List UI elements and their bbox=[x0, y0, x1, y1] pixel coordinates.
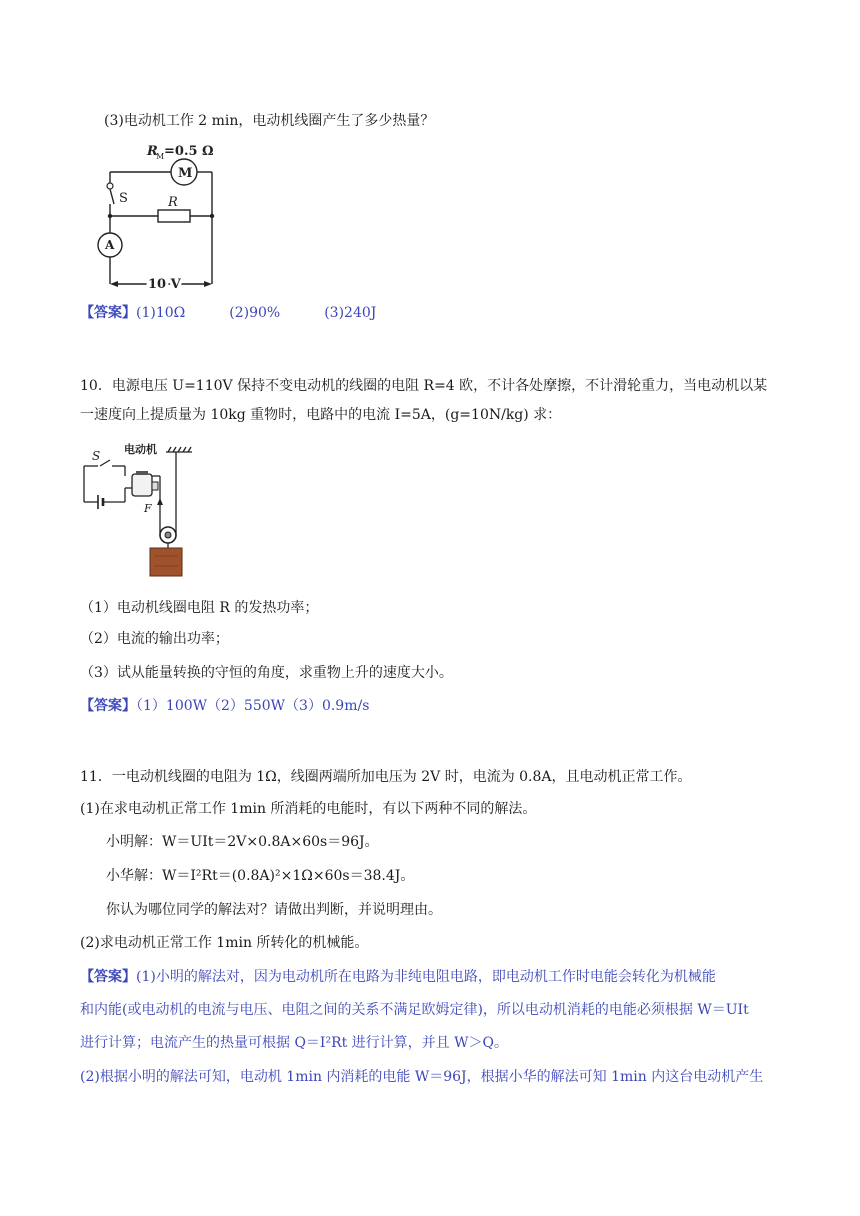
q9-answer-2: (2)90% bbox=[229, 305, 281, 321]
q11-part2: (2)求电动机正常工作 1min 所转化的机械能。 bbox=[80, 935, 369, 951]
motor-label: M bbox=[178, 166, 193, 181]
rm-value: =0.5 Ω bbox=[164, 144, 214, 159]
ammeter-label: A bbox=[105, 238, 115, 252]
q10-sub3: （3）试从能量转换的守恒的角度，求重物上升的速度大小。 bbox=[80, 665, 453, 681]
q9-answer-row bbox=[80, 303, 376, 323]
q11-answer-row1 bbox=[80, 967, 716, 987]
resistor-symbol bbox=[158, 210, 190, 222]
q11-answer-1: (1)小明的解法对，因为电动机所在电路为非纯电阻电路，即电动机工作时电能会转化为机械能 bbox=[136, 969, 716, 985]
answer-tag: 【答案】 bbox=[80, 698, 136, 714]
q10-line1: 10．电源电压 U=110V 保持不变电动机的线圈的电阻 R=4 欧，不计各处摩擦，不计滑轮重力，当电动机以某 bbox=[80, 378, 768, 394]
switch-contact bbox=[107, 183, 113, 189]
q10-answer: （1）100W（2）550W（3）0.9m/s bbox=[136, 698, 370, 714]
q9-answer-3: (3)240J bbox=[324, 305, 377, 321]
resistor-label: R bbox=[168, 195, 178, 210]
q11-answer-3: 进行计算；电流产生的热量可根据 Q＝I²Rt 进行计算，并且 W＞Q。 bbox=[80, 1035, 509, 1051]
q11-line1: 11．一电动机线圈的电阻为 1Ω，线圈两端所加电压为 2V 时，电流为 0.8A，且电动机正常工作。 bbox=[80, 769, 692, 785]
q10-line2: 一速度向上提质量为 10kg 重物时，电路中的电流 I=5A，(g=10N/kg) 求： bbox=[80, 407, 562, 423]
force-label: F bbox=[144, 502, 152, 515]
q11-part1: (1)在求电动机正常工作 1min 所消耗的电能时，有以下两种不同的解法。 bbox=[80, 801, 537, 817]
q9-part3-text: (3)电动机工作 2 min，电动机线圈产生了多少热量？ bbox=[104, 113, 435, 129]
switch-label: S bbox=[119, 191, 128, 206]
motor-body bbox=[132, 474, 152, 496]
voltage-label: 10 V bbox=[148, 277, 181, 292]
rm-label: R bbox=[147, 144, 158, 159]
answer-tag: 【答案】 bbox=[80, 969, 136, 985]
q11-xiaohua: 小华解：W＝I²Rt＝(0.8A)²×1Ω×60s＝38.4J。 bbox=[106, 868, 415, 884]
q11-answer-2: 和内能(或电动机的电流与电压、电阻之间的关系不满足欧姆定律)，所以电动机消耗的电能必须根据 W＝UIt bbox=[80, 1002, 749, 1018]
q10-answer-row bbox=[80, 696, 369, 716]
q11-answer-4: (2)根据小明的解法可知，电动机 1min 内消耗的电能 W＝96J，根据小华的解法可知 1min 内这台电动机产生 bbox=[80, 1069, 764, 1085]
q11-xiaoming: 小明解：W＝UIt＝2V×0.8A×60s＝96J。 bbox=[106, 834, 379, 850]
rm-subscript: M bbox=[156, 152, 165, 161]
q9-answer-1: (1)10Ω bbox=[136, 305, 186, 321]
motor-label-2: 电动机 bbox=[124, 443, 157, 456]
q10-pulley-diagram bbox=[80, 438, 200, 578]
weight-block bbox=[150, 548, 182, 576]
q10-sub1: （1）电动机线圈电阻 R 的发热功率； bbox=[80, 600, 319, 616]
switch-label-2: S bbox=[92, 449, 101, 463]
q10-sub2: （2）电流的输出功率； bbox=[80, 631, 229, 647]
q9-circuit-diagram bbox=[96, 138, 226, 296]
answer-tag: 【答案】 bbox=[80, 305, 136, 321]
q11-question: 你认为哪位同学的解法对？请做出判断，并说明理由。 bbox=[106, 902, 442, 918]
